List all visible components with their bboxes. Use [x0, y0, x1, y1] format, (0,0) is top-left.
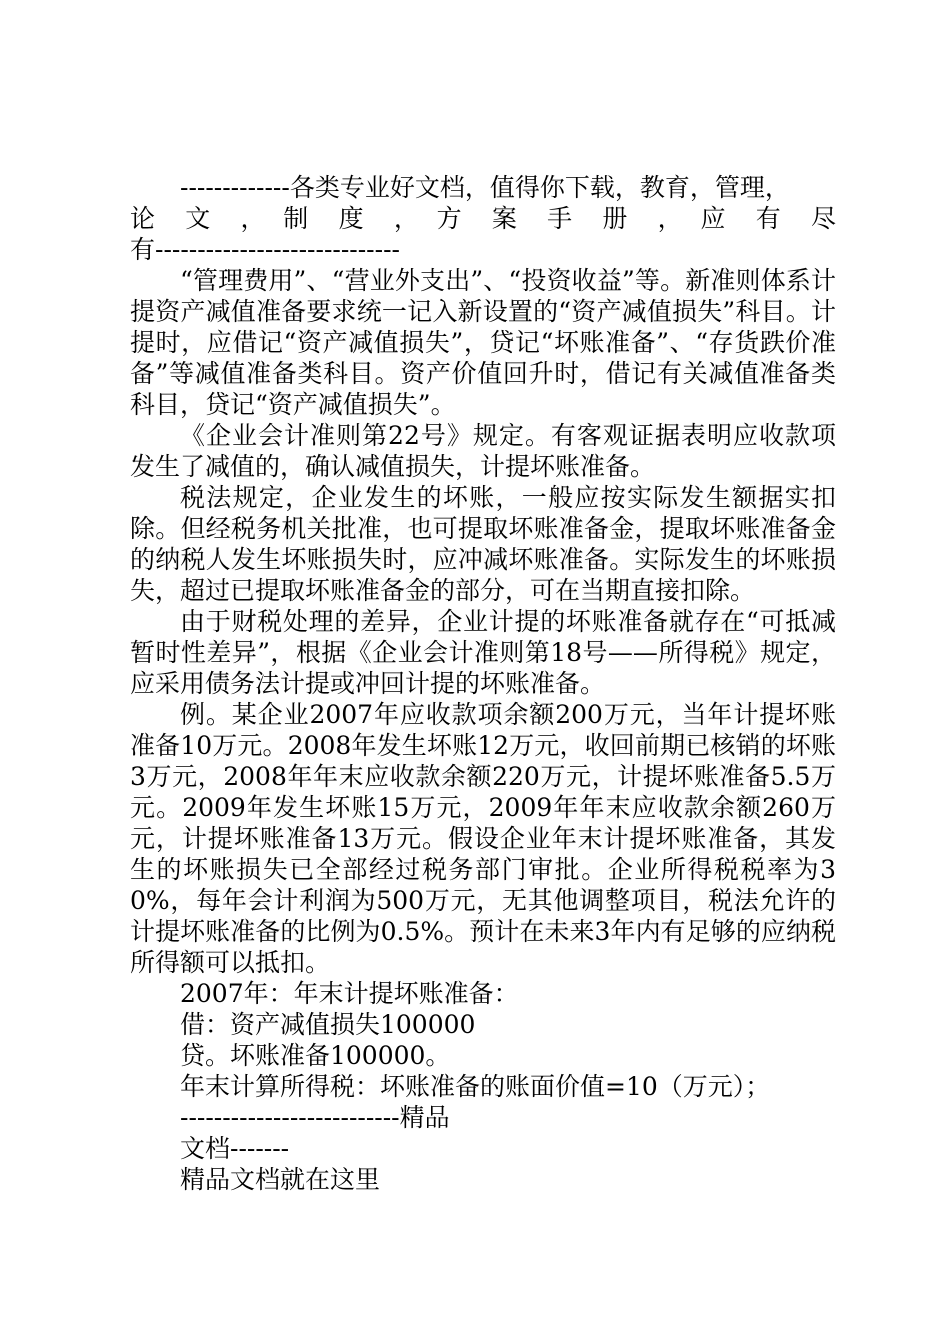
footer-line-3: 精品文档就在这里 — [180, 1165, 381, 1194]
paragraph-impairment-account: “管理费用”、“营业外支出”、“投资收益”等。新准则体系计提资产减值准备要求统一记入新设置的“资产减值损失”科目。计提时，应借记“资产减值损失”，贷记“坏账准备”、“存货跌价准备”等减值准备类科目。资产价值回升时，借记有关减值准备类科目，贷记“资产减值损失”。 — [130, 266, 836, 419]
header-line-3: 有----------------------------- — [130, 235, 400, 264]
entry-line-debit: 借：资产减值损失100000 — [180, 1010, 476, 1039]
paragraph-temporary-difference: 由于财税处理的差异，企业计提的坏账准备就存在“可抵减暂时性差异”，根据《企业会计准则第18号——所得税》规定，应采用债务法计提或冲回计提的坏账准备。 — [130, 607, 836, 698]
entry-line-income-tax: 年末计算所得税：坏账准备的账面价值=10（万元）； — [180, 1072, 771, 1101]
footer-line-1: --------------------------精品 — [180, 1103, 450, 1132]
paragraph-tax-law: 税法规定，企业发生的坏账，一般应按实际发生额据实扣除。但经税务机关批准，也可提取坏账准备金，提取坏账准备金的纳税人发生坏账损失时，应冲减坏账准备。实际发生的坏账损失，超过已提取坏账准备金的部分，可在当期直接扣除。 — [130, 483, 836, 605]
paragraph-standard-22: 《企业会计准则第22号》规定。有客观证据表明应收款项发生了减值的，确认减值损失，计提坏账准备。 — [130, 421, 836, 481]
header-line-2: 论 文 ， 制 度 ， 方 案 手 册 ， 应 有 尽 — [130, 204, 836, 233]
entry-line-credit: 贷。坏账准备100000。 — [180, 1041, 451, 1070]
footer-line-2: 文档------- — [180, 1134, 290, 1163]
entry-line-2007: 2007年：年末计提坏账准备： — [180, 979, 519, 1008]
paragraph-example: 例。某企业2007年应收款项余额200万元，当年计提坏账准备10万元。2008年发生坏账12万元，收回前期已核销的坏账3万元，2008年年末应收款余额220万元，计提坏账准备5.5万元。2009年发生坏账15万元，2009年年末应收款余额260万元，计提坏账准备13万元。假设企业年末计提坏账准备，其发生的坏账损失已全部经过税务部门审批。企业所得税税率为30%，每年会计利润为500万元，无其他调整项目，税法允许的计提坏账准备的比例为0.5%。预计在未来3年内有足够的应纳税所得额可以抵扣。 — [130, 700, 836, 977]
document-page — [130, 172, 836, 1195]
header-line-1: -------------各类专业好文档，值得你下载，教育，管理， — [180, 173, 790, 202]
